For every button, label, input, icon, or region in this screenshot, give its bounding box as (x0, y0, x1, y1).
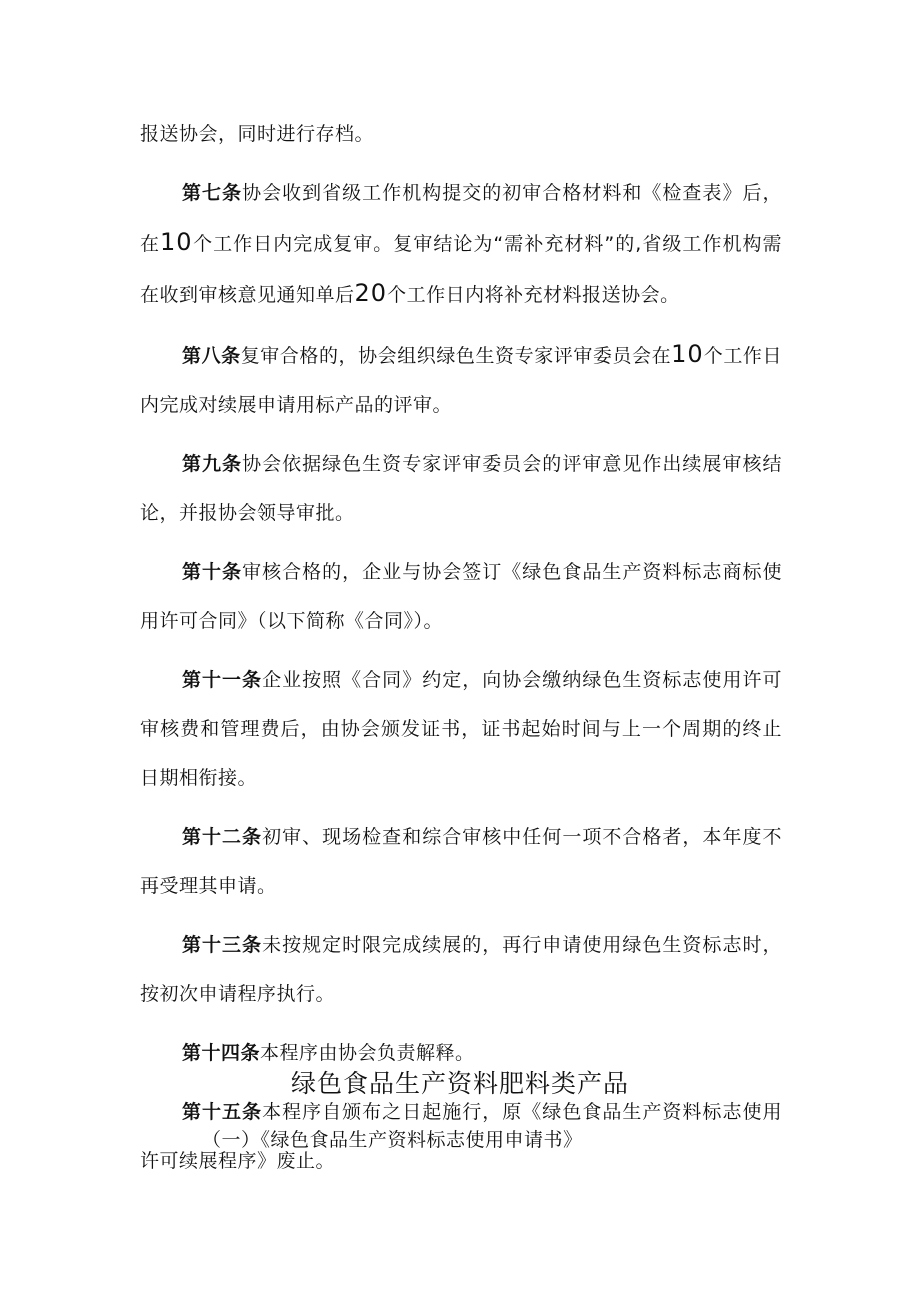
article-text: 未按规定时限完成续展的，再行申请使用绿色生资标志时，按初次申请程序执行。 (140, 934, 782, 1005)
paragraph-continuation (140, 110, 782, 159)
article-text: 协会依据绿色生资专家评审委员会的评审意见作出续展审核结论，并报协会领导审批。 (140, 453, 782, 524)
article-label: 第十四条 (182, 1042, 261, 1064)
article-8 (140, 330, 782, 430)
article-10 (140, 548, 782, 646)
number-days: 20 (354, 279, 388, 307)
article-text: 个工作日内将补充材料报送协会。 (387, 284, 680, 306)
section-title: 绿色食品生产资料肥料类产品 (290, 1069, 629, 1098)
article-label: 第十五条 (182, 1101, 263, 1123)
article-11 (140, 656, 782, 803)
article-text: 复审合格的，协会组织绿色生资专家评审委员会在 (240, 345, 672, 367)
article-13 (140, 921, 782, 1019)
article-label: 第七条 (182, 182, 243, 204)
article-label: 第八条 (182, 345, 241, 367)
number-days: 10 (160, 228, 193, 256)
article-text: 审核合格的，企业与协会签订《绿色食品生产资料标志商标使用许可合同》（以下简称《合同》）。 (140, 561, 782, 632)
article-label: 第九条 (182, 453, 243, 475)
article-9 (140, 440, 782, 538)
article-7 (140, 169, 782, 320)
article-label: 第十条 (182, 561, 243, 583)
article-text: 本程序自颁布之日起施行，原《绿色食品生产资料标志使用许可续展程序》废止。 (140, 1101, 782, 1172)
sub-heading: （一）《绿色食品生产资料标志使用申请书》 (202, 1129, 583, 1151)
paragraph-text: 报送协会，同时进行存档。 (140, 123, 375, 145)
article-label: 第十二条 (182, 826, 263, 848)
article-text: 企业按照《合同》约定，向协会缴纳绿色生资标志使用许可审核费和管理费后，由协会颁发证书，证书起始时间与上一个周期的终止日期相衔接。 (140, 669, 782, 789)
article-12 (140, 813, 782, 911)
document-body (140, 110, 782, 1186)
article-text: 协会收到省级工作机构提交的初审合格材料和《检查表》后，在 (140, 182, 782, 255)
article-text: 初审、现场检查和综合审核中任何一项不合格者，本年度不再受理其申请。 (140, 826, 782, 897)
article-label: 第十三条 (182, 934, 263, 956)
article-text: 个工作日内完成对续展申请用标产品的评审。 (140, 345, 782, 416)
article-text: 个工作日内完成复审。复审结论为“需补充材料”的,省级工作机构需在收到审核意见通知单后 (140, 233, 782, 306)
article-label: 第十一条 (182, 669, 263, 691)
article-text: 本程序由协会负责解释。 (260, 1042, 475, 1064)
number-days: 10 (671, 340, 704, 368)
